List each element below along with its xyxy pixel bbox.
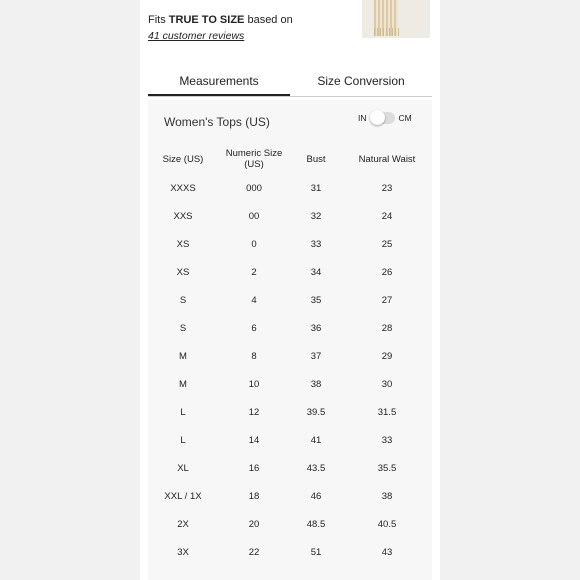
table-row <box>148 258 432 286</box>
numeric-size-cell: 14 <box>248 434 260 446</box>
size-guide-tabs <box>148 68 432 97</box>
natural-waist-cell: 24 <box>381 210 393 222</box>
bust-cell: 41 <box>310 434 322 446</box>
bust-cell: 36 <box>310 322 322 334</box>
unit-cm-label: CM <box>398 113 412 123</box>
size-cell: L <box>180 406 186 418</box>
natural-waist-cell: 29 <box>381 350 393 362</box>
numeric-size-cell: 18 <box>248 490 260 502</box>
size-cell: XXL / 1X <box>164 490 202 502</box>
numeric-size-cell: 10 <box>248 378 260 390</box>
natural-waist-cell: 23 <box>381 182 393 194</box>
fit-rating: TRUE TO SIZE <box>168 14 245 26</box>
garment-fringe <box>374 28 400 36</box>
tab-size-conversion[interactable]: Size Conversion <box>317 74 405 88</box>
natural-waist-cell: 31.5 <box>377 406 397 418</box>
natural-waist-cell: 28 <box>381 322 393 334</box>
tab-measurements[interactable]: Measurements <box>148 68 290 96</box>
customer-reviews-link[interactable]: 41 customer reviews <box>148 30 245 42</box>
column-header-numeric-size: Numeric Size (US) <box>225 148 283 170</box>
table-header-row <box>148 144 432 174</box>
unit-switch[interactable] <box>371 112 395 124</box>
numeric-size-cell: 12 <box>248 406 260 418</box>
size-cell: XS <box>176 266 190 278</box>
fit-suffix: based on <box>247 14 293 26</box>
column-header-natural-waist: Natural Waist <box>358 153 416 165</box>
size-cell: XXXS <box>170 182 196 194</box>
numeric-size-cell: 2 <box>251 266 257 278</box>
natural-waist-cell: 25 <box>381 238 393 250</box>
size-cell: S <box>179 322 187 334</box>
table-row <box>148 370 432 398</box>
table-row <box>148 398 432 426</box>
table-row <box>148 538 432 566</box>
size-cell: M <box>179 350 187 362</box>
size-chart-card <box>148 100 432 580</box>
table-row <box>148 230 432 258</box>
unit-in-label: IN <box>358 113 367 123</box>
table-row <box>148 314 432 342</box>
natural-waist-cell: 27 <box>381 294 393 306</box>
size-chart-table <box>148 144 432 566</box>
column-header-bust: Bust <box>306 153 326 165</box>
fit-summary <box>148 14 293 26</box>
numeric-size-cell: 8 <box>251 350 257 362</box>
table-row <box>148 202 432 230</box>
natural-waist-cell: 35.5 <box>377 462 397 474</box>
numeric-size-cell: 16 <box>248 462 260 474</box>
size-cell: 2X <box>177 518 189 530</box>
natural-waist-cell: 43 <box>381 546 393 558</box>
natural-waist-cell: 26 <box>381 266 393 278</box>
column-header-size: Size (US) <box>162 153 204 165</box>
bust-cell: 33 <box>310 238 322 250</box>
size-cell: S <box>179 294 187 306</box>
unit-switch-knob[interactable] <box>370 110 385 125</box>
numeric-size-cell: 22 <box>248 546 260 558</box>
table-row <box>148 426 432 454</box>
bust-cell: 35 <box>310 294 322 306</box>
numeric-size-cell: 20 <box>248 518 260 530</box>
size-guide-panel <box>140 0 440 580</box>
table-row <box>148 286 432 314</box>
table-row <box>148 174 432 202</box>
size-cell: XXS <box>173 210 193 222</box>
bust-cell: 48.5 <box>306 518 326 530</box>
numeric-size-cell: 00 <box>248 210 260 222</box>
table-row <box>148 454 432 482</box>
bust-cell: 32 <box>310 210 322 222</box>
natural-waist-cell: 30 <box>381 378 393 390</box>
bust-cell: 37 <box>310 350 322 362</box>
numeric-size-cell: 000 <box>246 182 262 194</box>
bust-cell: 38 <box>310 378 322 390</box>
bust-cell: 51 <box>310 546 322 558</box>
natural-waist-cell: 38 <box>381 490 393 502</box>
bust-cell: 34 <box>310 266 322 278</box>
natural-waist-cell: 40.5 <box>377 518 397 530</box>
natural-waist-cell: 33 <box>381 434 393 446</box>
bust-cell: 46 <box>310 490 322 502</box>
size-cell: XS <box>176 238 190 250</box>
table-row <box>148 482 432 510</box>
size-cell: L <box>180 434 186 446</box>
size-cell: M <box>179 378 187 390</box>
bust-cell: 31 <box>310 182 322 194</box>
unit-toggle[interactable] <box>358 112 412 124</box>
table-row <box>148 510 432 538</box>
size-cell: XL <box>177 462 189 474</box>
product-thumbnail <box>362 0 430 38</box>
numeric-size-cell: 0 <box>251 238 257 250</box>
table-row <box>148 342 432 370</box>
bust-cell: 39.5 <box>306 406 326 418</box>
numeric-size-cell: 4 <box>251 294 257 306</box>
fit-prefix: Fits <box>148 14 166 26</box>
size-chart-title: Women's Tops (US) <box>164 115 270 129</box>
size-cell: 3X <box>177 546 189 558</box>
bust-cell: 43.5 <box>306 462 326 474</box>
numeric-size-cell: 6 <box>251 322 257 334</box>
